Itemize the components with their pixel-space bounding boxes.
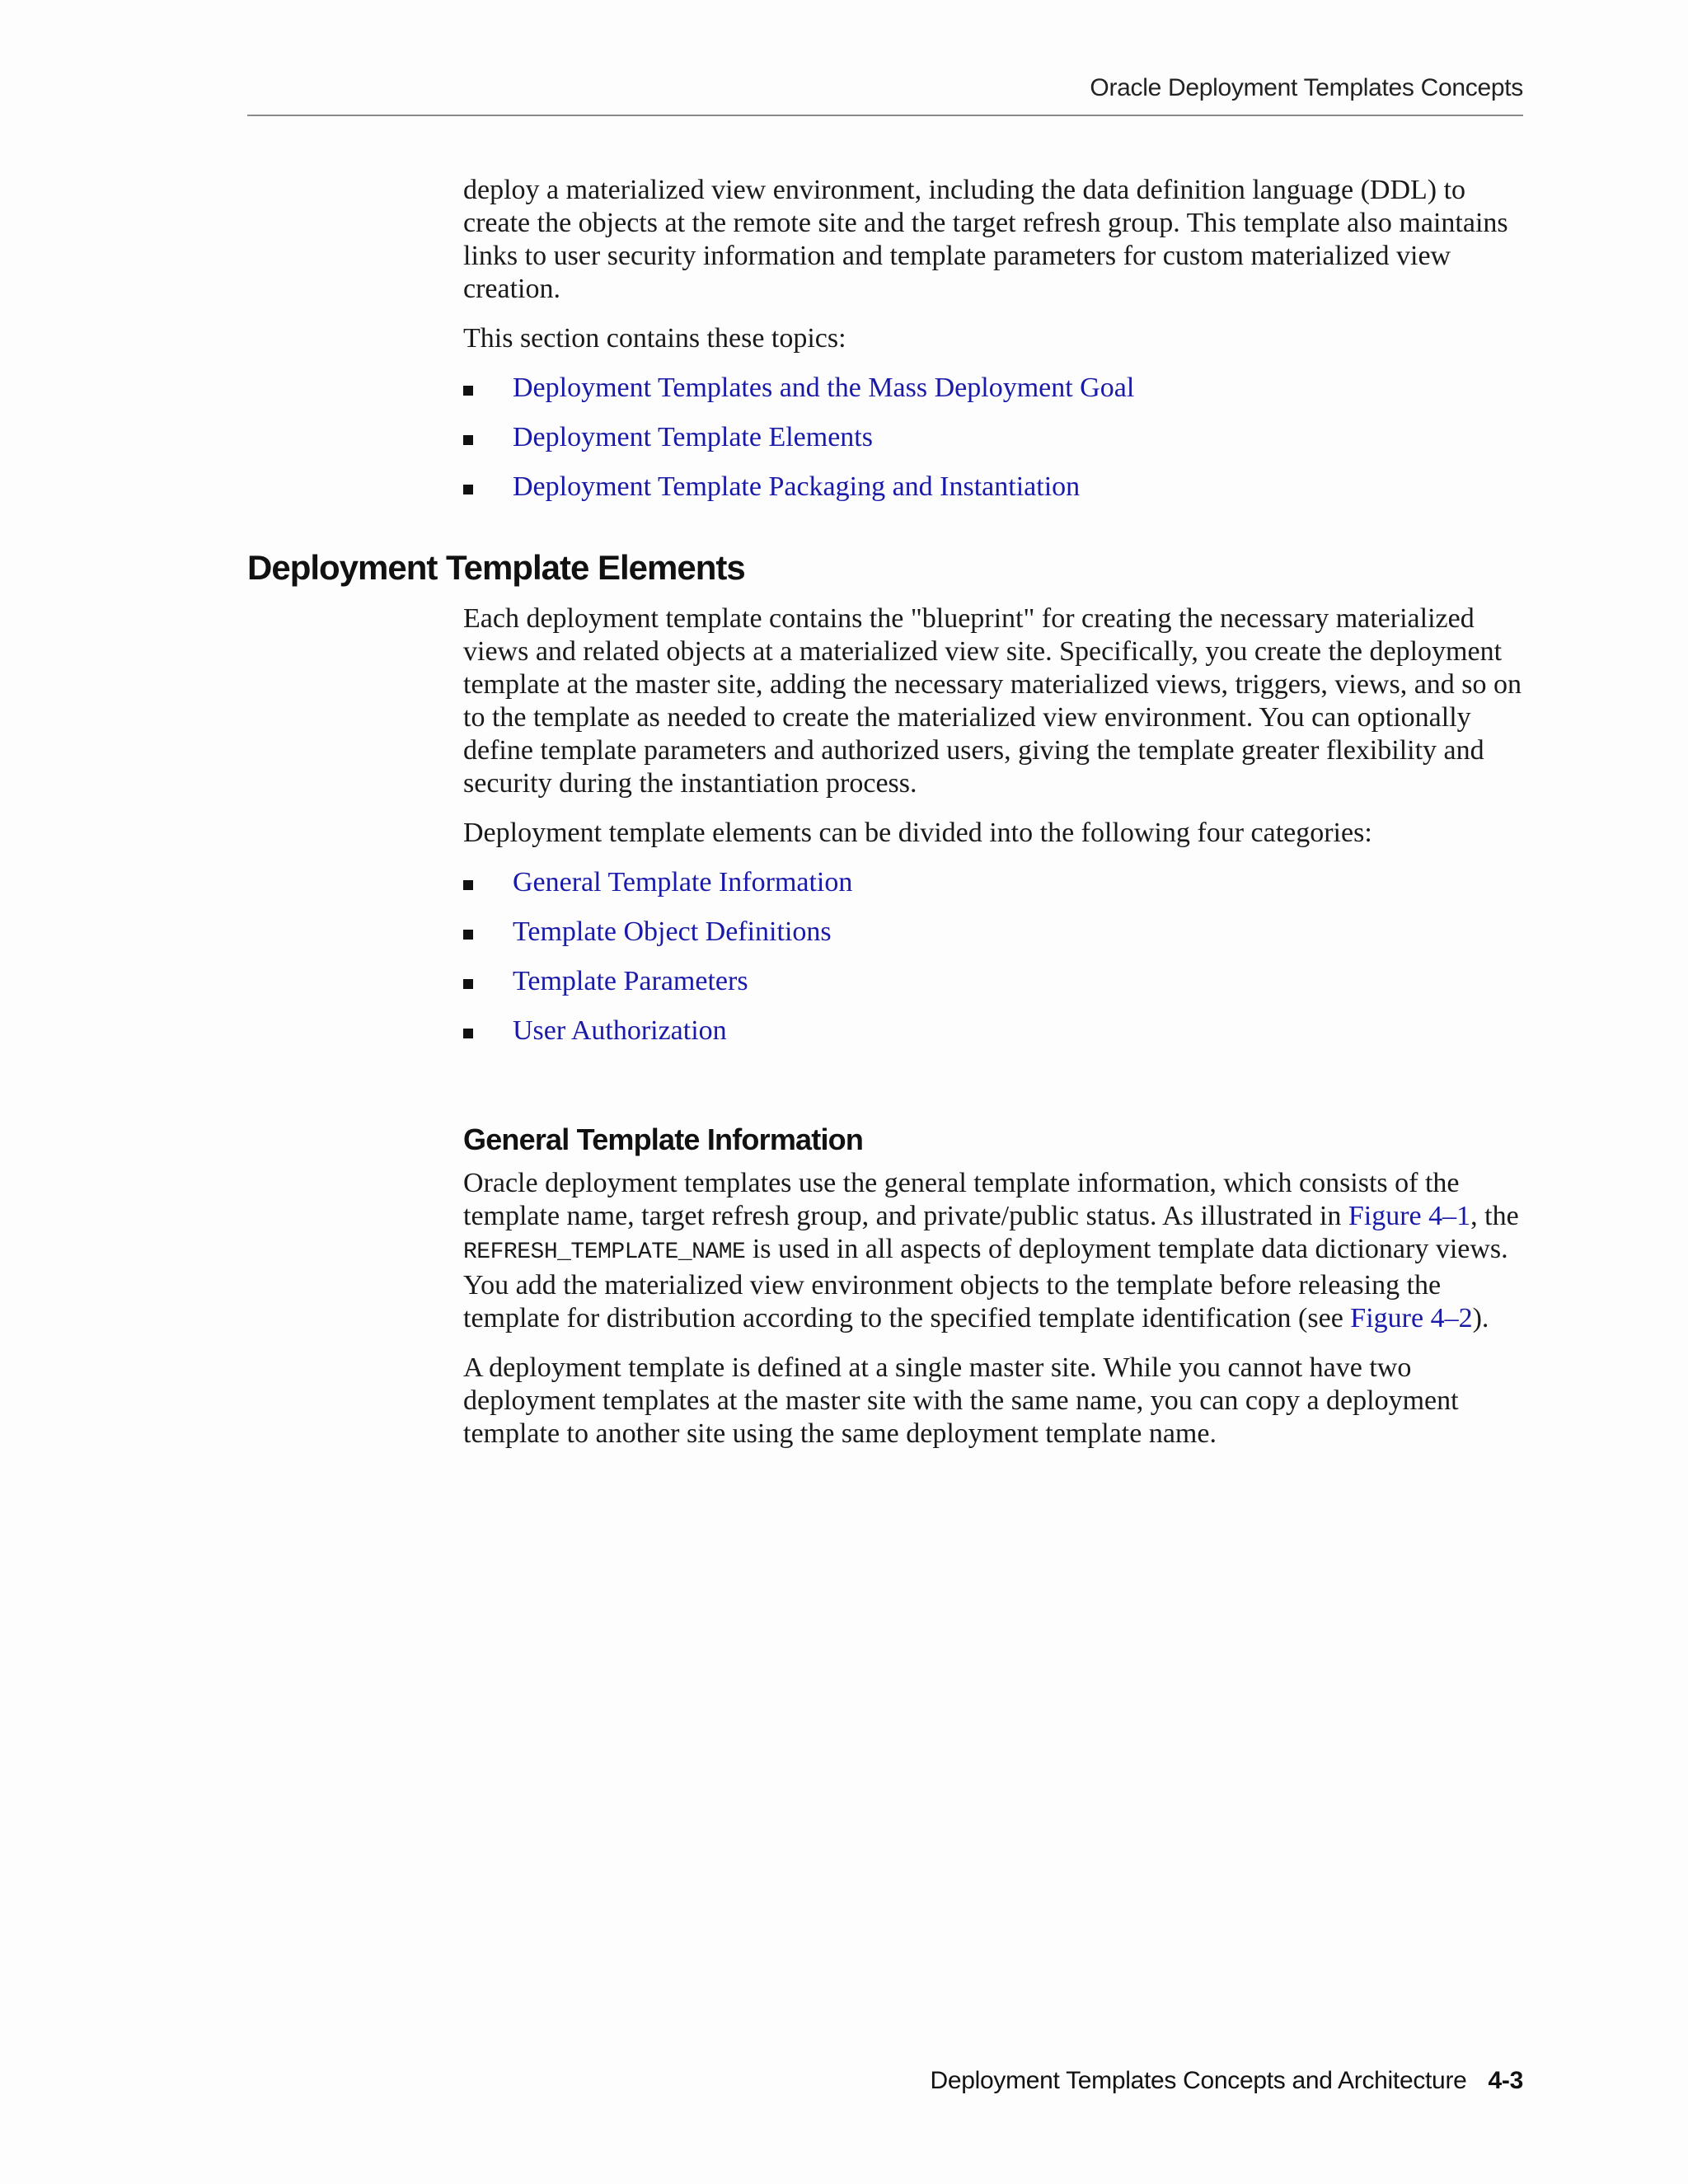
subsection-paragraph-2: A deployment template is defined at a single master site. While you cannot have two deployment templates at the master site with the same name, you can copy a deployment template to another site using the same deployment template name. xyxy=(463,1352,1459,1449)
categories-list xyxy=(463,866,1526,1064)
categories-lead: Deployment template elements can be divided into the following four categories: xyxy=(463,818,1372,848)
list-item xyxy=(463,965,1526,1015)
running-header-title: Oracle Deployment Templates Concepts xyxy=(1090,74,1523,101)
subsection-block xyxy=(463,1167,1526,1451)
figure-4-1-link[interactable]: Figure 4–1 xyxy=(1348,1201,1471,1231)
intro-block xyxy=(463,174,1526,520)
text-run: Oracle deployment templates use the general template information, which consists of the template name, target refresh group, and private/public status. As illustrated in xyxy=(463,1168,1460,1231)
figure-4-2-link[interactable]: Figure 4–2 xyxy=(1350,1303,1473,1333)
section-heading: Deployment Template Elements xyxy=(247,548,745,587)
list-item xyxy=(463,1015,1526,1064)
refresh-template-name-code: REFRESH_TEMPLATE_NAME xyxy=(463,1240,746,1265)
list-item xyxy=(463,471,1526,520)
text-run: is used in all aspects of deployment template data dictionary views. You add the materialized view environment objects to the template before releasing the template for distribution according to the specified template identification (see xyxy=(463,1234,1508,1333)
page-footer xyxy=(247,2067,1523,2095)
section-paragraph: Each deployment template contains the "blueprint" for creating the necessary materialized views and related objects at a materialized view site. Specifically, you create the deployment template at the master site, adding the necessary materialized views, triggers, views, and so on to the template as needed to create the materialized view environment. You can optionally define template parameters and authorized users, giving the template greater flexibility and security during the instantiation process. xyxy=(463,603,1522,799)
category-link-parameters[interactable]: Template Parameters xyxy=(513,966,748,996)
bullet-icon xyxy=(463,386,473,396)
list-item xyxy=(463,916,1526,965)
section-block xyxy=(463,602,1526,1064)
bullet-icon xyxy=(463,979,473,989)
bullet-icon xyxy=(463,930,473,940)
topic-link-mass-deployment-goal[interactable]: Deployment Templates and the Mass Deployment Goal xyxy=(513,373,1135,403)
category-link-object-definitions[interactable]: Template Object Definitions xyxy=(513,916,832,947)
category-link-general-info[interactable]: General Template Information xyxy=(513,867,853,898)
topic-link-packaging-instantiation[interactable]: Deployment Template Packaging and Instantiation xyxy=(513,471,1081,502)
bullet-icon xyxy=(463,880,473,890)
page-number: 4-3 xyxy=(1488,2067,1523,2094)
list-item xyxy=(463,421,1526,471)
intro-paragraph: deploy a materialized view environment, including the data definition language (DDL) to create the objects at the remote site and the target refresh group. This template also maintains links to user security information and template parameters for custom materialized view creation. xyxy=(463,175,1508,304)
header-rule xyxy=(247,115,1523,116)
subsection-heading: General Template Information xyxy=(463,1122,864,1156)
topics-lead: This section contains these topics: xyxy=(463,323,846,354)
bullet-icon xyxy=(463,485,473,494)
text-run: ). xyxy=(1472,1303,1489,1333)
footer-chapter-title: Deployment Templates Concepts and Architecture xyxy=(930,2067,1467,2094)
topic-link-template-elements[interactable]: Deployment Template Elements xyxy=(513,422,873,452)
list-item xyxy=(463,866,1526,916)
text-run: , the xyxy=(1470,1201,1519,1231)
list-item xyxy=(463,372,1526,421)
bullet-icon xyxy=(463,1029,473,1038)
bullet-icon xyxy=(463,435,473,445)
category-link-user-authorization[interactable]: User Authorization xyxy=(513,1015,727,1046)
topics-list xyxy=(463,372,1526,520)
subsection-paragraph-1 xyxy=(463,1167,1526,1335)
